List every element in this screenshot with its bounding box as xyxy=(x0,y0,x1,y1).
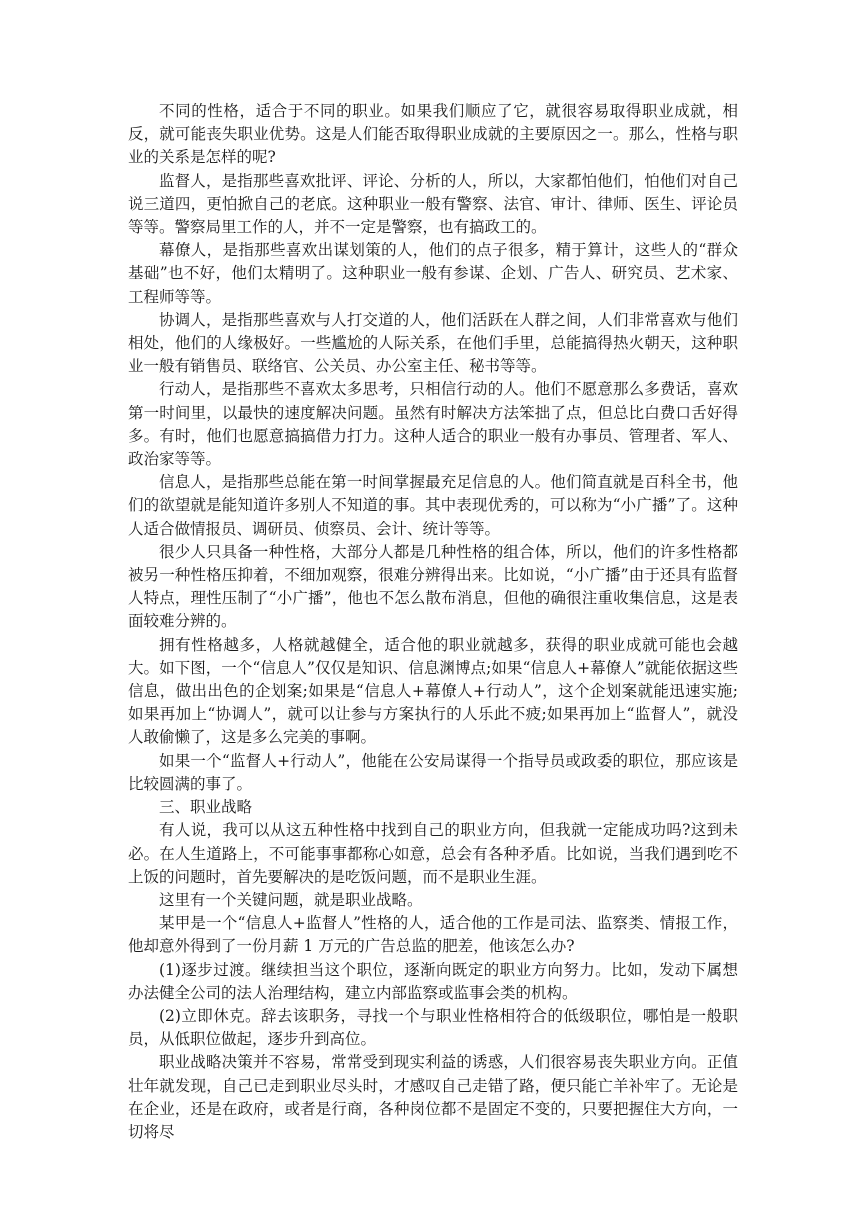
paragraph-option-1: (1)逐步过渡。继续担当这个职位，逐渐向既定的职业方向努力。比如，发动下属想办法健全公司的法人治理结构，建立内部监察或监事会类的机构。 xyxy=(128,960,738,1002)
paragraph-intro: 不同的性格，适合于不同的职业。如果我们顺应了它，就很容易取得职业成就，相反，就可能丧失职业优势。这是人们能否取得职业成就的主要原因之一。那么，性格与职业的关系是怎样的呢? xyxy=(128,102,738,167)
paragraph-supervisor: 监督人，是指那些喜欢批评、评论、分析的人，所以，大家都怕他们，怕他们对自己说三道四，更怕掀自己的老底。这种职业一般有警察、法官、审计、律师、医生、评论员等等。警察局里工作的人，并不一定是警察，也有搞政工的。 xyxy=(128,171,738,237)
paragraph-example-police: 如果一个“监督人+行动人”，他能在公安局谋得一个指导员或政委的职位，那应该是比较圆满的事了。 xyxy=(128,751,738,793)
paragraph-advisor: 幕僚人，是指那些喜欢出谋划策的人，他们的点子很多，精于算计，这些人的“群众基础”也不好，他们太精明了。这种职业一般有参谋、企划、广告人、研究员、艺术家、工程师等等。 xyxy=(128,241,738,306)
paragraph-conclusion: 职业战略决策并不容易，常常受到现实利益的诱惑，人们很容易丧失职业方向。正值壮年就发现，自己已走到职业尽头时，才感叹自己走错了路，便只能亡羊补牢了。无论是在企业，还是在政府，或者是行商，各种岗位都不是固定不变的，只要把握住大方向，一切将尽 xyxy=(128,1053,738,1141)
section-heading-career-strategy: 三、职业战略 xyxy=(159,798,253,817)
paragraph-option-2: (2)立即休克。辞去该职务，寻找一个与职业性格相符合的低级职位，哪怕是一般职员，从低职位做起，逐步升到高位。 xyxy=(128,1006,738,1049)
paragraph-informant: 信息人，是指那些总能在第一时间掌握最充足信息的人。他们简直就是百科全书，他们的欲望就是能知道许多别人不知道的事。其中表现优秀的，可以称为“小广播”了。这种人适合做情报员、调研员、侦察员、会计、统计等等。 xyxy=(128,473,738,538)
paragraph-combination: 很少人只具备一种性格，大部分人都是几种性格的组合体，所以，他们的许多性格都被另一种性格压抑着，不细加观察，很难分辨得出来。比如说，“小广播”由于还具有监督人特点，理性压制了“小广播”，他也不怎么散布消息，但他的确很注重收集信息，这是表面较难分辨的。 xyxy=(128,542,738,631)
paragraph-coordinator: 协调人，是指那些喜欢与人打交道的人，他们活跃在人群之间，人们非常喜欢与他们相处，他们的人缘极好。一些尴尬的人际关系，在他们手里，总能搞得热火朝天，这种职业一般有销售员、联络官、公关员、办公室主任、秘书等等。 xyxy=(128,310,738,376)
paragraph-more-traits: 拥有性格越多，人格就越健全，适合他的职业就越多，获得的职业成就可能也会越大。如下图，一个“信息人”仅仅是知识、信息渊博点;如果“信息人+幕僚人”就能依据这些信息，做出出色的企划案;如果是“信息人+幕僚人+行动人”，这个企划案就能迅速实施;如果再加上“协调人”，就可以让参与方案执行的人乐此不疲;如果再加上“监督人”，就没人敢偷懒了，这是多么完美的事啊。 xyxy=(128,635,738,747)
document-body xyxy=(128,100,738,1144)
paragraph-actor: 行动人，是指那些不喜欢太多思考，只相信行动的人。他们不愿意那么多费话，喜欢第一时间里，以最快的速度解决问题。虽然有时解决方法笨拙了点，但总比白费口舌好得多。有时，他们也愿意搞搞借力打力。这种人适合的职业一般有办事员、管理者、军人、政治家等等。 xyxy=(128,380,738,469)
paragraph-key-issue: 这里有一个关键问题，就是职业战略。 xyxy=(159,890,423,909)
paragraph-strategy-intro: 有人说，我可以从这五种性格中找到自己的职业方向，但我就一定能成功吗?这到未必。在人生道路上，不可能事事都称心如意，总会有各种矛盾。比如说，当我们遇到吃不上饭的问题时，首先要解决的是吃饭问题，而不是职业生涯。 xyxy=(128,821,738,886)
paragraph-case-study: 某甲是一个“信息人+监督人”性格的人，适合他的工作是司法、监察类、情报工作，他却意外得到了一份月薪 1 万元的广告总监的肥差，他该怎么办? xyxy=(128,914,738,956)
